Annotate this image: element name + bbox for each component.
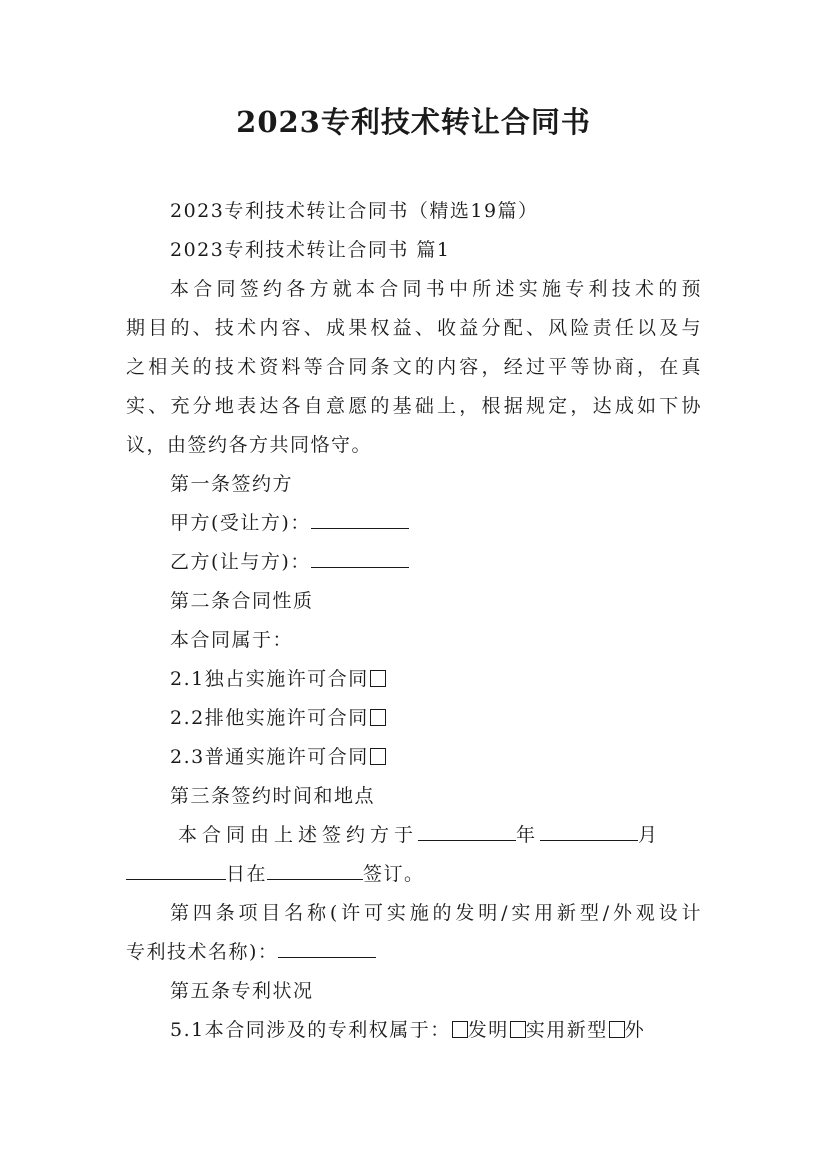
- piece-heading: 2023专利技术转让合同书 篇1: [170, 239, 451, 261]
- party-b-line: [170, 547, 702, 577]
- project-name-blank: [278, 939, 376, 958]
- article-3-line-2: [126, 859, 702, 889]
- day-label: 日在: [226, 863, 268, 885]
- article-2-heading: 第二条合同性质: [170, 590, 314, 612]
- article-5-line-1: [170, 1015, 702, 1045]
- party-b-label: 乙方(让与方)：: [170, 551, 311, 573]
- article-3-line-1: [178, 820, 702, 850]
- article-3-heading: 第三条签约时间和地点: [170, 785, 376, 807]
- checkbox-icon: [452, 1021, 468, 1038]
- intro-line-1: 本合同签约各方就本合同书中所述实施专利技术的预: [170, 278, 702, 300]
- option-line-2: [170, 703, 702, 733]
- article-5-heading: 第五条专利状况: [170, 980, 314, 1002]
- checkbox-icon: [370, 670, 386, 687]
- article-2-belongs: 本合同属于：: [170, 629, 294, 651]
- checkbox-icon: [609, 1021, 625, 1038]
- option-label-2: 2.2排他实施许可合同: [170, 707, 369, 729]
- design-label-start: 外: [624, 1019, 646, 1041]
- checkbox-icon: [510, 1021, 526, 1038]
- year-blank: [418, 822, 516, 841]
- checkbox-icon: [370, 709, 386, 726]
- party-a-blank: [311, 510, 409, 529]
- signed-label: 签订。: [363, 863, 425, 885]
- party-a-label: 甲方(受让方)：: [170, 512, 311, 534]
- article-3-signed-by: 本合同由上述签约方于: [178, 824, 419, 846]
- invention-label: 发明: [467, 1019, 509, 1041]
- utility-model-label: 实用新型: [525, 1019, 608, 1041]
- intro-line-5: 议，由签约各方共同恪守。: [126, 434, 373, 456]
- option-label-1: 2.1独占实施许可合同: [170, 668, 369, 690]
- option-line-3: [170, 742, 702, 772]
- intro-line-2: 期目的、技术内容、成果权益、收益分配、风险责任以及与: [126, 317, 702, 339]
- document-title: 2023专利技术转让合同书: [236, 105, 591, 139]
- party-b-blank: [311, 549, 409, 568]
- month-label: 月: [638, 824, 663, 846]
- article-4-line-1: 第四条项目名称(许可实施的发明/实用新型/外观设计: [170, 902, 702, 924]
- article-1-heading: 第一条签约方: [170, 473, 294, 495]
- article-4-line-2: [126, 937, 702, 967]
- option-line-1: [170, 664, 702, 694]
- place-blank: [267, 861, 363, 880]
- article-5-label: 5.1本合同涉及的专利权属于：: [170, 1019, 451, 1041]
- year-label: 年: [516, 824, 541, 846]
- document-subtitle: 2023专利技术转让合同书（精选19篇）: [170, 200, 539, 222]
- option-label-3: 2.3普通实施许可合同: [170, 746, 369, 768]
- intro-line-4: 实、充分地表达各自意愿的基础上，根据规定，达成如下协: [126, 395, 702, 417]
- intro-line-3: 之相关的技术资料等合同条文的内容，经过平等协商，在真: [126, 356, 702, 378]
- article-4-label: 专利技术名称)：: [126, 941, 279, 963]
- month-blank: [540, 822, 638, 841]
- party-a-line: [170, 508, 702, 538]
- day-blank: [126, 861, 226, 880]
- checkbox-icon: [370, 748, 386, 765]
